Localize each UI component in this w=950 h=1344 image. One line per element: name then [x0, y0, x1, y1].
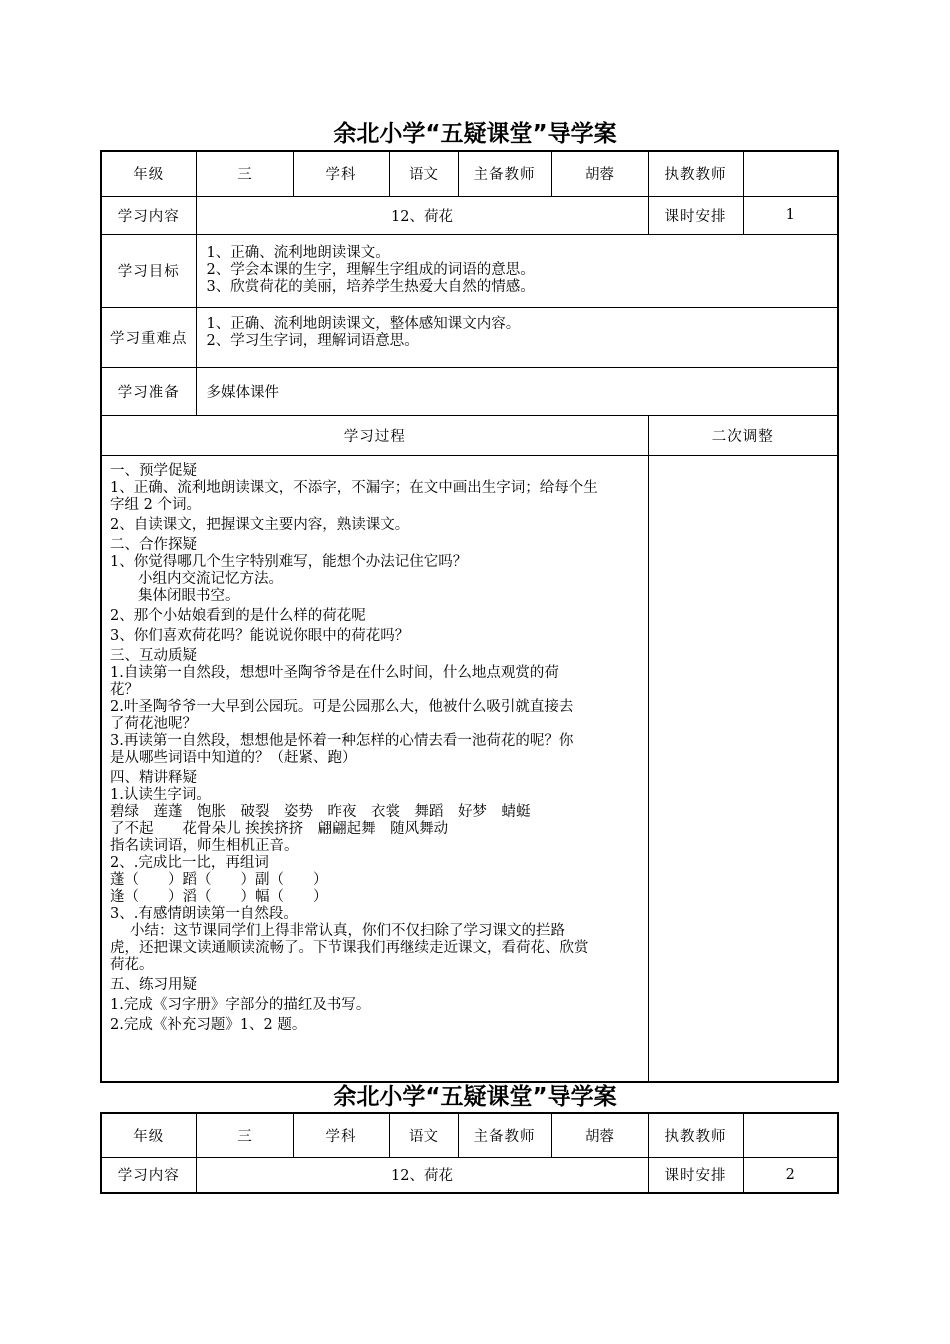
process-header-row: [101, 415, 838, 455]
process-label: 学习过程: [101, 415, 648, 455]
process-line: 了荷花池呢？: [110, 715, 197, 732]
lesson-plan-table: [100, 1112, 839, 1194]
word-list: 了不起 花骨朵儿 挨挨挤挤 翩翩起舞 随风舞动: [110, 820, 449, 837]
key-points-label: 学习重难点: [101, 307, 196, 367]
summary-line: 小结：这节课同学们上得非常认真，你们不仅扫除了学习课文的拦路: [130, 922, 565, 939]
key-points-list: [196, 307, 838, 367]
process-line: 2.叶圣陶爷爷一大早到公园玩。可是公园那么大，他被什么吸引就直接去: [110, 698, 574, 715]
lead-teacher-label: 主备教师: [458, 1113, 551, 1157]
grade-value: 三: [196, 151, 293, 196]
prep-value: 多媒体课件: [196, 367, 838, 415]
section-heading: 五、练习用疑: [110, 976, 197, 993]
goals-label: 学习目标: [101, 234, 196, 307]
process-line: 3.再读第一自然段，想想他是怀着一种怎样的心情去看一池荷花的呢？你: [110, 732, 574, 749]
process-line: 1、正确、流利地朗读课文，不添字，不漏字；在文中画出生字词；给每个生: [110, 479, 598, 496]
process-row: [101, 455, 838, 1082]
prep-label: 学习准备: [101, 367, 196, 415]
exec-teacher-label: 执教教师: [648, 1113, 743, 1157]
compare-line: 逢（ ）滔（ ）幅（ ）: [110, 888, 328, 905]
exec-teacher-label: 执教教师: [648, 151, 743, 196]
goals-row: [101, 234, 838, 307]
content-row: [101, 1157, 838, 1193]
summary-line: 虎，还把课文读通顺读流畅了。下节课我们再继续走近课文，看荷花、欣赏: [110, 939, 589, 956]
subject-label: 学科: [293, 1113, 389, 1157]
process-line: 小组内交流记忆方法。: [138, 570, 283, 587]
content-label: 学习内容: [101, 196, 196, 234]
process-line: 指名读词语，师生相机正音。: [110, 837, 299, 854]
page-title: 余北小学“五疑课堂”导学案: [333, 121, 617, 147]
process-line: 1.自读第一自然段，想想叶圣陶爷爷是在什么时间，什么地点观赏的荷: [110, 664, 559, 681]
key-point-item: 1、正确、流利地朗读课文，整体感知课文内容。: [206, 315, 521, 332]
prep-row: [101, 367, 838, 415]
schedule-value: 2: [743, 1157, 838, 1193]
goals-list: [196, 234, 838, 307]
process-line: 2.完成《补充习题》1、2 题。: [110, 1016, 307, 1033]
lead-teacher-value: 胡蓉: [551, 1113, 648, 1157]
process-line: 2、.完成比一比，再组词: [110, 854, 269, 871]
process-line: 是从哪些词语中知道的？（赶紧、跑）: [110, 749, 357, 766]
content-row: [101, 196, 838, 234]
process-line: 字组 2 个词。: [110, 496, 201, 513]
section-heading: 一、预学促疑: [110, 462, 197, 479]
process-line: 3、.有感情朗读第一自然段。: [110, 905, 298, 922]
section-heading: 三、互动质疑: [110, 647, 197, 664]
lead-teacher-value: 胡蓉: [551, 151, 648, 196]
subject-value: 语文: [389, 151, 458, 196]
header-row: [101, 151, 838, 196]
section-heading: 四、精讲释疑: [110, 769, 197, 786]
process-line: 1、你觉得哪几个生字特别难写，能想个办法记住它吗？: [110, 553, 468, 570]
goal-item: 3、欣赏荷花的美丽，培养学生热爱大自然的情感。: [206, 279, 535, 295]
summary-line: 荷花。: [110, 956, 154, 973]
adjust-cell: [648, 455, 838, 1082]
content-label: 学习内容: [101, 1157, 196, 1193]
grade-label: 年级: [101, 151, 196, 196]
page-title: 余北小学“五疑课堂”导学案: [333, 1084, 617, 1110]
section-heading: 二、合作探疑: [110, 536, 197, 553]
grade-label: 年级: [101, 1113, 196, 1157]
schedule-value: 1: [743, 196, 838, 234]
grade-value: 三: [196, 1113, 293, 1157]
lesson-plan-table: [100, 150, 839, 1083]
process-line: 花？: [110, 681, 139, 698]
process-content: [101, 455, 648, 1082]
schedule-label: 课时安排: [648, 196, 743, 234]
goal-item: 2、学会本课的生字，理解生字组成的词语的意思。: [206, 262, 535, 278]
exec-teacher-value: [743, 1113, 838, 1157]
schedule-label: 课时安排: [648, 1157, 743, 1193]
process-line: 1.完成《习字册》字部分的描红及书写。: [110, 996, 371, 1013]
exec-teacher-value: [743, 151, 838, 196]
key-point-item: 2、学习生字词，理解词语意思。: [206, 332, 419, 349]
key-points-row: [101, 307, 838, 367]
content-value: 12、荷花: [196, 1157, 648, 1193]
lead-teacher-label: 主备教师: [458, 151, 551, 196]
process-line: 3、你们喜欢荷花吗？能说说你眼中的荷花吗？: [110, 627, 410, 644]
word-list: 碧绿 莲蓬 饱胀 破裂 姿势 昨夜 衣裳 舞蹈 好梦 蜻蜓: [110, 803, 531, 820]
goal-item: 1、正确、流利地朗读课文。: [206, 245, 390, 261]
subject-label: 学科: [293, 151, 389, 196]
subject-value: 语文: [389, 1113, 458, 1157]
header-row: [101, 1113, 838, 1157]
process-line: 集体闭眼书空。: [138, 587, 240, 604]
adjust-label: 二次调整: [648, 415, 838, 455]
process-line: 2、自读课文，把握课文主要内容，熟读课文。: [110, 516, 410, 533]
compare-line: 蓬（ ）蹈（ ）副（ ）: [110, 871, 328, 888]
process-line: 1.认读生字词。: [110, 786, 211, 803]
content-value: 12、荷花: [196, 196, 648, 234]
process-line: 2、那个小姑娘看到的是什么样的荷花呢: [110, 607, 366, 624]
